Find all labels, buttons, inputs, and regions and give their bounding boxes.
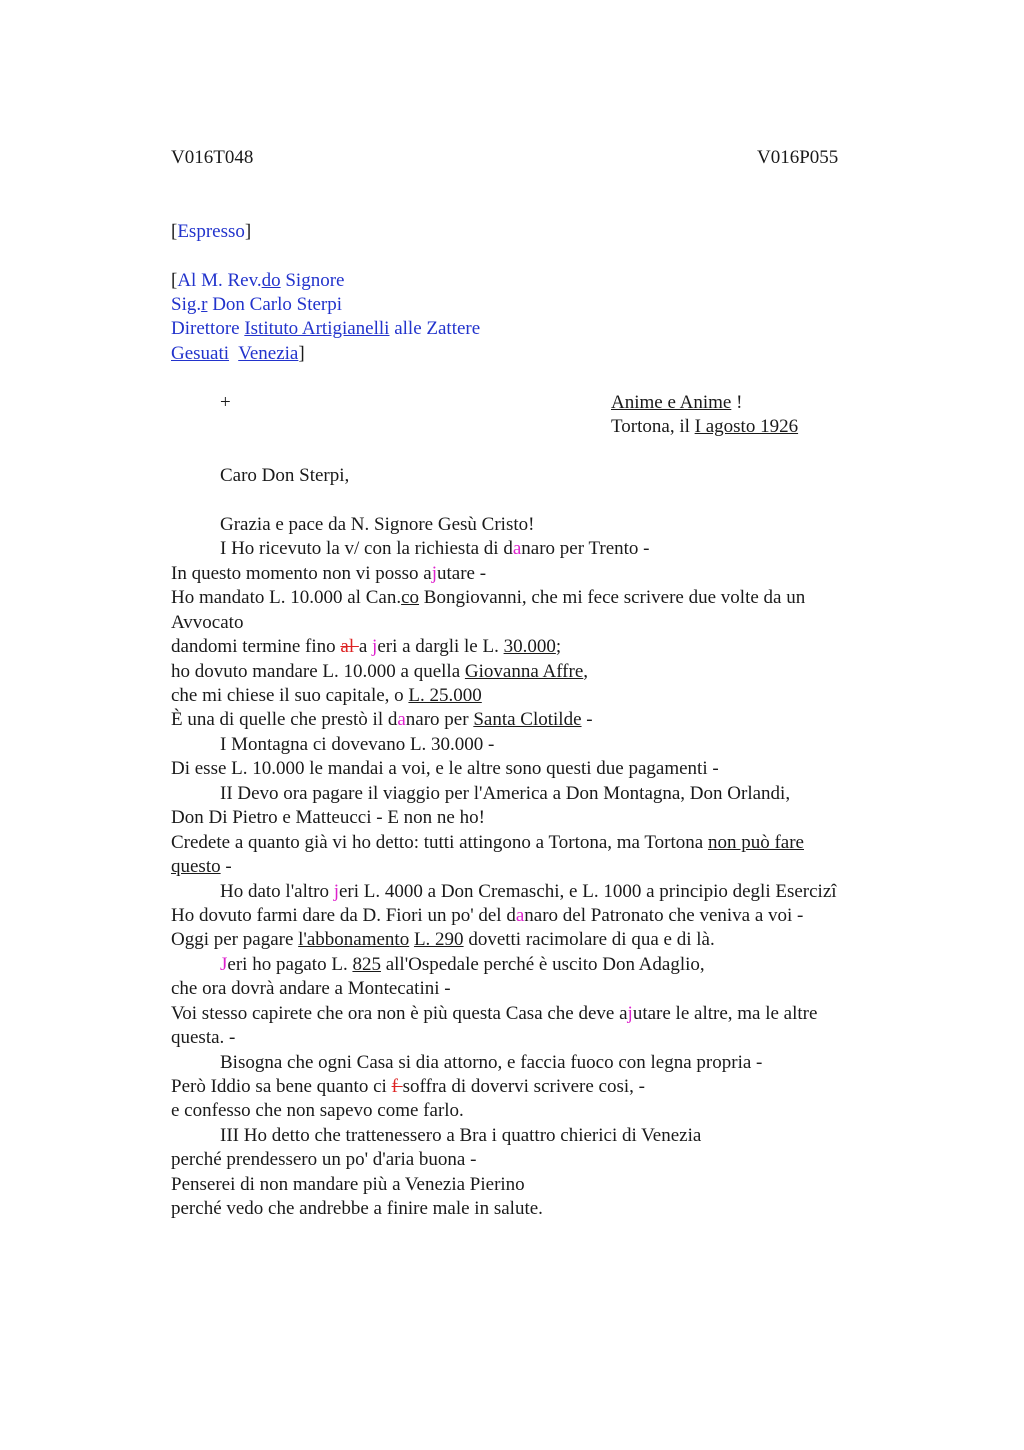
body-line [220,953,705,977]
address-line-3 [171,317,480,341]
text: a [358,636,373,657]
underlined: 825 [352,954,381,975]
body-line: Penserei di non mandare più a Venezia Pierino [171,1174,525,1195]
text: eri ho pagato L. [227,954,353,975]
correction: j [431,563,437,584]
motto-text: Anime e Anime [611,392,732,413]
address-underlined: Istituto Artigianelli [244,318,390,339]
text: ho dovuto mandare L. 10.000 a quella [171,661,465,682]
underlined: questo [171,856,221,877]
underlined: Santa Clotilde [473,709,582,730]
underlined: 30.000 [503,636,556,657]
envelope-espresso: [Espresso] [171,221,252,242]
text: dandomi termine fino [171,636,341,657]
body-line: I Montagna ci dovevano L. 30.000 - [220,734,495,755]
text: , [583,661,589,682]
text: Ho dovuto farmi dare da D. Fiori un po' del d [171,905,516,926]
espresso-text: Espresso [177,221,245,242]
body-line: Avvocato [171,612,244,633]
place-date [611,415,798,439]
body-line [171,660,588,684]
text: ; [555,636,562,657]
underlined: non può fare [707,832,804,853]
underlined: L. 25.000 [408,685,482,706]
correction: j [333,881,339,902]
body-line [171,708,593,732]
body-line: Bisogna che ogni Casa si dia attorno, e faccia fuoco con legna propria - [220,1052,763,1073]
text: Bongiovanni, che mi fece scrivere due volte da un [419,587,806,608]
body-line [171,928,715,952]
text: Però Iddio sa bene quanto ci [171,1076,392,1097]
address-underlined: r [201,294,208,315]
deletion: f [391,1076,403,1097]
document-code-left: V016T048 [171,147,254,168]
body-line [171,831,804,855]
motto-punct: ! [731,392,743,413]
text: utare - [436,563,487,584]
address-text: Al M. Rev. [177,270,262,291]
address-text: Don Carlo Sterpi [207,294,343,315]
text: naro per Trento - [521,538,650,559]
deletion: al [340,636,359,657]
body-line [220,537,650,561]
body-line: perché vedo che andrebbe a finire male in salute. [171,1198,543,1219]
body-line [171,1002,817,1026]
address-text: Signore [280,270,345,291]
body-line [171,855,232,879]
correction: a [515,905,525,926]
text: naro per [405,709,474,730]
text: Ho mandato L. 10.000 al Can. [171,587,402,608]
body-line [171,586,805,610]
correction: J [220,954,228,975]
body-line: e confesso che non sapevo come farlo. [171,1100,464,1121]
salutation: Caro Don Sterpi, [220,465,350,486]
body-line [220,880,837,904]
text: che mi chiese il suo capitale, o [171,685,409,706]
body-line [171,562,486,586]
address-line-4: Gesuati Venezia] [171,343,305,364]
text: dovetti racimolare di qua e di là. [463,929,715,950]
text: Voi stesso capirete che ora non è più questa Casa che deve a [171,1003,628,1024]
text: all'Ospedale perché è uscito Don Adaglio, [380,954,705,975]
body-line [171,635,561,659]
body-line: II Devo ora pagare il viaggio per l'America a Don Montagna, Don Orlandi, [220,783,791,804]
text: soffra di dovervi scrivere cosi, - [402,1076,645,1097]
address-line-2 [171,293,342,317]
address-text: Sig. [171,294,202,315]
address-line-1: [Al M. Rev.do Signore [171,270,345,291]
address-underlined: Gesuati [171,343,230,364]
body-line: Grazia e pace da N. Signore Gesù Cristo! [220,514,535,535]
body-line: III Ho detto che trattenessero a Bra i quattro chierici di Venezia [220,1125,702,1146]
correction: j [372,636,378,657]
body-line: questa. - [171,1027,236,1048]
text: - [581,709,593,730]
document-code-right: V016P055 [757,147,839,168]
address-text: alle Zattere [389,318,481,339]
text: In questo momento non vi posso a [171,563,432,584]
underlined: Giovanna Affre [464,661,584,682]
address-underlined: do [261,270,281,291]
text: Credete a quanto già vi ho detto: tutti attingono a Tortona, ma Tortona [171,832,708,853]
correction: a [512,538,522,559]
text: eri L. 4000 a Don Cremaschi, e L. 1000 a principio degli Esercizi [338,881,837,902]
address-text: Direttore [171,318,245,339]
correction: j [627,1003,633,1024]
text: Oggi per pagare [171,929,299,950]
underlined: co [401,587,420,608]
text: È una di quelle che prestò il d [171,709,398,730]
body-line: perché prendessero un po' d'aria buona - [171,1149,477,1170]
body-line: Don Di Pietro e Matteucci - E non ne ho! [171,807,485,828]
place-text: Tortona, il [611,416,695,437]
text: naro del Patronato che veniva a voi - [524,905,804,926]
cross-symbol: + [220,392,231,413]
text: utare le altre, ma le altre [632,1003,818,1024]
body-line: Di esse L. 10.000 le mandai a voi, e le altre sono questi due pagamenti - [171,758,719,779]
underlined: L. 290 [413,929,464,950]
address-underlined: Venezia [238,343,299,364]
date-text: I agosto 1926 [694,416,799,437]
text: - [220,856,232,877]
text: eri a dargli le L. [377,636,504,657]
body-line [171,904,803,928]
correction: a [397,709,406,730]
body-line: che ora dovrà andare a Montecatini - [171,978,451,999]
motto [611,391,742,415]
underlined: l'abbonamento [298,929,410,950]
body-line [171,684,482,708]
text: I Ho ricevuto la v/ con la richiesta di d [220,538,513,559]
body-line [171,1075,645,1099]
text: Ho dato l'altro [220,881,334,902]
